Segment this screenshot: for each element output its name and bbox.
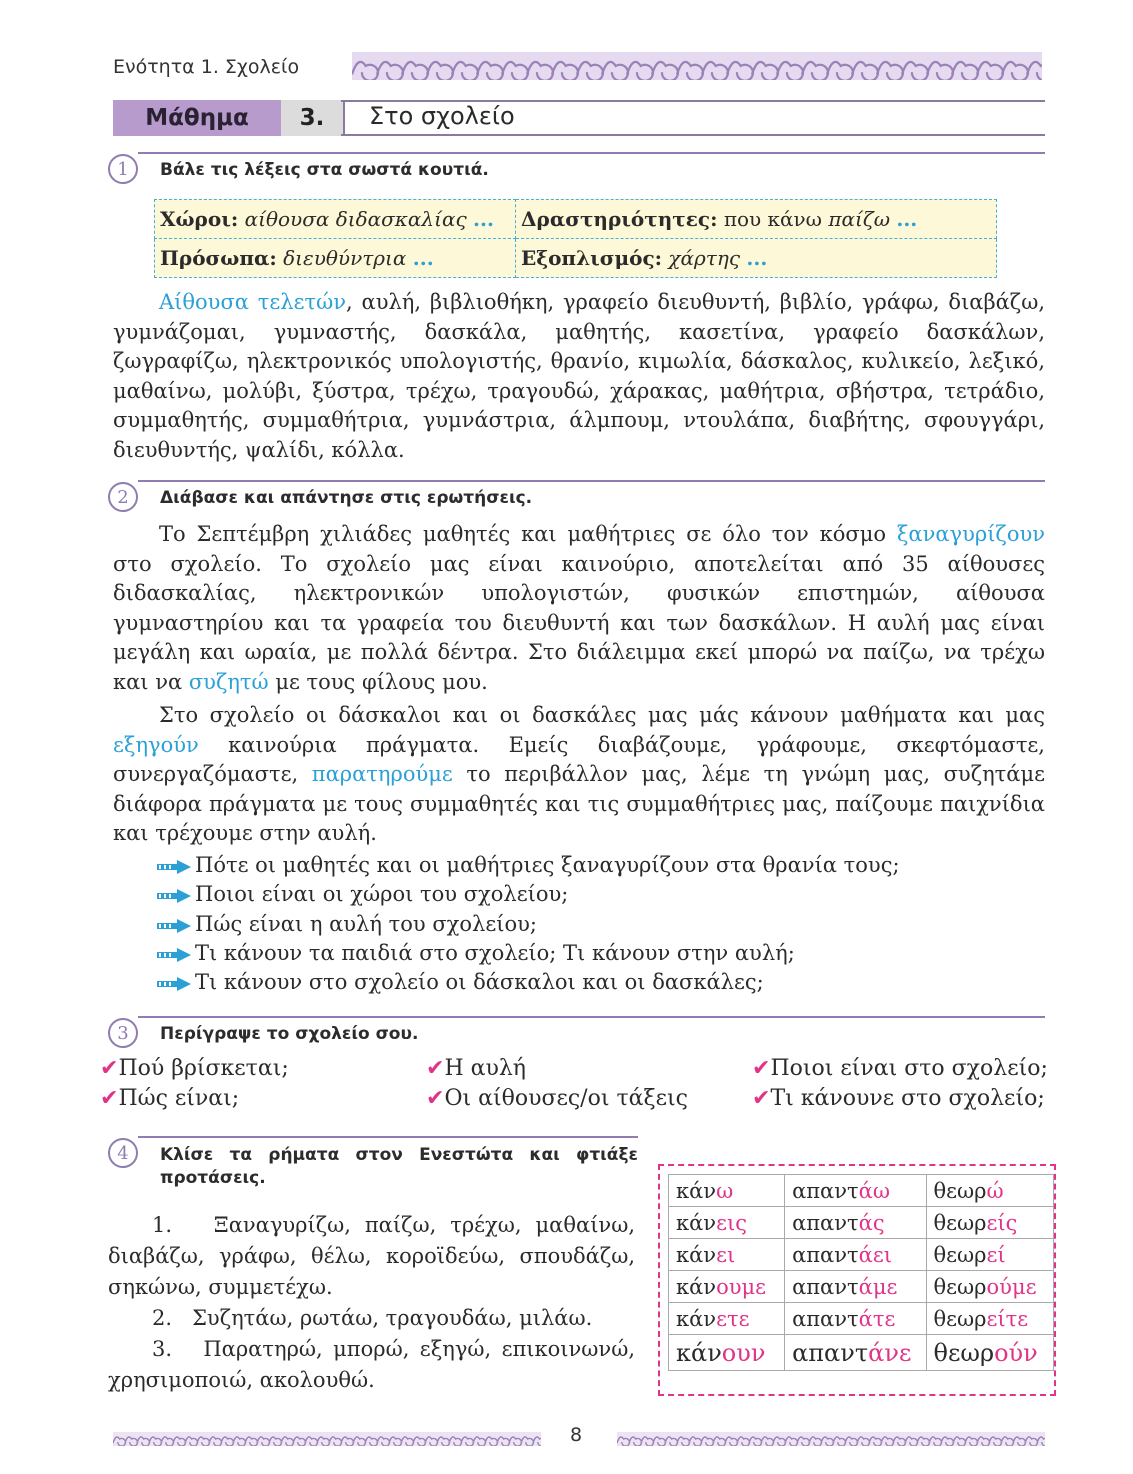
categories-table [154, 199, 997, 278]
category-label: Εξοπλισμός: [521, 246, 663, 270]
check-text: Η αυλή [444, 1056, 526, 1081]
verb-stem: απαντ [792, 1178, 859, 1203]
verb-ending: άω [858, 1178, 890, 1203]
exercise-item [108, 1334, 635, 1396]
verb-stem: κάν [676, 1178, 717, 1203]
lesson-number: 3. [299, 105, 325, 131]
question-5 [157, 968, 764, 997]
conjugation-cell [785, 1271, 926, 1303]
category-equipment [516, 239, 997, 278]
conjugation-cell [926, 1271, 1053, 1303]
category-dots: ... [473, 207, 494, 231]
highlighted-word: Αίθουσα τελετών [159, 290, 346, 314]
conjugation-cell [785, 1239, 926, 1271]
checkmark-icon: ✔ [100, 1086, 119, 1111]
word-list [113, 288, 1045, 465]
question-2 [157, 880, 568, 909]
category-example: που κάνω [723, 207, 822, 231]
conjugation-table [668, 1174, 1054, 1371]
conjugation-cell [926, 1335, 1053, 1371]
exercise-3-header [108, 1016, 1045, 1050]
question-text: Τι κάνουν τα παιδιά στο σχολείο; Τι κάνουν στην αυλή; [195, 941, 795, 965]
conjugation-row [669, 1239, 1054, 1271]
question-3 [157, 910, 537, 939]
exercise-rule [138, 480, 1045, 482]
verb-ending: είτε [986, 1306, 1029, 1331]
verb-ending: άς [858, 1210, 885, 1235]
unit-label: Ενότητα 1. Σχολείο [113, 56, 300, 78]
conjugation-cell [669, 1335, 785, 1371]
verb-ending: ώ [986, 1178, 1004, 1203]
exercise-2-header [108, 480, 1045, 514]
verb-stem: κάν [676, 1338, 722, 1367]
meander-ornament-top [352, 52, 1042, 80]
lesson-rule-bottom [341, 134, 1045, 136]
item-text: Παρατηρώ, μπορώ, εξηγώ, επικοινωνώ, χρησιμοποιώ, ακολουθώ. [108, 1337, 635, 1392]
conjugation-cell [669, 1207, 785, 1239]
conjugation-cell [669, 1303, 785, 1335]
conjugation-row [669, 1335, 1054, 1371]
item-number: 2. [152, 1306, 173, 1330]
verb-ending: είς [986, 1210, 1018, 1235]
page-number: 8 [570, 1424, 583, 1446]
arrow-icon [157, 977, 191, 991]
item-text: Ξαναγυρίζω, παίζω, τρέχω, μαθαίνω, διαβάζω, γράφω, θέλω, κοροϊδεύω, σπουδάζω, σηκώνω, συμμετέχω. [108, 1213, 635, 1299]
category-dots: ... [746, 246, 768, 270]
conjugation-row [669, 1303, 1054, 1335]
conjugation-row [669, 1175, 1054, 1207]
exercise-instruction: Διάβασε και απάντησε στις ερωτήσεις. [160, 488, 533, 508]
conjugation-row [669, 1271, 1054, 1303]
lesson-title: Στο σχολείο [369, 102, 515, 130]
exercise-item [108, 1210, 635, 1303]
verb-ending: άει [858, 1242, 892, 1267]
verb-stem: θεωρ [933, 1306, 987, 1331]
category-example: αίθουσα διδασκαλίας [244, 207, 467, 231]
question-text: Ποιοι είναι οι χώροι του σχολείου; [195, 882, 569, 906]
check-item [100, 1056, 289, 1081]
verb-ending: ουν [721, 1338, 766, 1367]
conjugation-box [658, 1164, 1056, 1396]
paragraph-text: Στο σχολείο οι δάσκαλοι και οι δασκάλες μας μάς κάνουν μαθήματα και μας [159, 703, 1045, 727]
arrow-icon [157, 919, 191, 933]
exercise-4-header [108, 1136, 638, 1188]
paragraph-text: καινούρια πράγματα. Εμείς διαβάζουμε, γράφουμε, σκεφτόμαστε, συνεργαζόμαστε, [113, 732, 1045, 786]
exercise-rule [138, 1016, 1045, 1018]
exercise-item [108, 1303, 635, 1334]
check-item [752, 1056, 1048, 1081]
meander-ornament-bottom-left [113, 1432, 541, 1446]
question-text: Τι κάνουν στο σχολείο οι δάσκαλοι και οι δασκάλες; [195, 970, 764, 994]
exercise-number: 3 [108, 1018, 138, 1048]
exercise-number: 1 [108, 154, 138, 184]
category-dots: ... [412, 246, 434, 270]
verb-stem: θεωρ [933, 1242, 987, 1267]
conjugation-cell [926, 1175, 1053, 1207]
category-example: χάρτης [668, 246, 741, 270]
verb-stem: απαντ [792, 1210, 859, 1235]
conjugation-row [669, 1207, 1054, 1239]
category-example: διευθύντρια [283, 246, 407, 270]
exercise-number: 2 [108, 482, 138, 512]
paragraph-text: το περιβάλλον μας, λέμε τη γνώμη μας, συζητάμε διάφορα πράγματα με τους συμμαθητές και τις συμμαθήτριες μας, παίζουμε παιχνίδια και τρέχουμε στην αυλή. [113, 762, 1045, 845]
highlighted-word: εξηγούν [113, 732, 199, 757]
conjugation-cell [669, 1239, 785, 1271]
checkmark-icon: ✔ [426, 1056, 445, 1081]
paragraph-text: με τους φίλους μου. [268, 669, 488, 694]
check-text: Τι κάνουνε στο σχολείο; [770, 1086, 1045, 1111]
check-text: Πώς είναι; [118, 1086, 240, 1111]
checkmark-icon: ✔ [426, 1086, 445, 1111]
check-text: Οι αίθουσες/οι τάξεις [444, 1086, 688, 1111]
exercise-instruction: Κλίσε τα ρήματα στον Ενεστώτα και φτιάξε προτάσεις. [160, 1145, 638, 1188]
verb-ending: ούν [994, 1338, 1038, 1367]
verb-stem: κάν [676, 1274, 717, 1299]
question-text: Πότε οι μαθητές και οι μαθήτριες ξαναγυρίζουν στα θρανία τους; [195, 853, 900, 877]
category-dots: ... [896, 207, 918, 231]
category-places [155, 200, 516, 239]
verb-stem: απαντ [792, 1274, 859, 1299]
reading-paragraph-2 [113, 701, 1045, 849]
conjugation-cell [785, 1335, 926, 1371]
category-persons [155, 239, 516, 278]
verb-ending: ούμε [986, 1274, 1037, 1299]
meander-ornament-bottom-right [617, 1432, 1045, 1446]
verb-stem: θεωρ [933, 1338, 995, 1367]
reading-paragraph-1 [113, 520, 1045, 697]
item-number: 1. [152, 1213, 173, 1237]
highlighted-word: παρατηρούμε [311, 762, 453, 786]
conjugation-cell [926, 1207, 1053, 1239]
conjugation-cell [785, 1207, 926, 1239]
exercise-number: 4 [108, 1138, 138, 1168]
category-label: Χώροι: [160, 207, 239, 231]
exercise-1-header [108, 152, 1045, 186]
checkmark-icon: ✔ [752, 1056, 771, 1081]
arrow-icon [157, 948, 191, 962]
paragraph-text: στο σχολείο. Το σχολείο μας είναι καινούριο, αποτελείται από 35 αίθουσες διδασκαλίας, ηλεκτρονικών υπολογιστών, φυσικών επιστημών, αίθουσα γυμναστηρίου και τα γραφεία του διευθυντή και των δασκάλων. Η αυλή μας είναι μεγάλη και ωραία, με πολλά δέντρα. Στο διάλειμμα εκεί μπορώ να παίζω, να τρέχω και να [113, 551, 1045, 694]
checkmark-icon: ✔ [100, 1056, 119, 1081]
verb-ending: εις [716, 1210, 747, 1235]
conjugation-cell [785, 1175, 926, 1207]
verb-stem: θεωρ [933, 1274, 987, 1299]
verb-stem: κάν [676, 1210, 717, 1235]
verb-ending: ω [716, 1178, 734, 1203]
category-activities [516, 200, 997, 239]
conjugation-cell [926, 1303, 1053, 1335]
check-item [100, 1086, 239, 1111]
question-4 [157, 939, 795, 968]
verb-ending: άνε [868, 1338, 912, 1367]
item-text: Συζητάω, ρωτάω, τραγουδάω, μιλάω. [192, 1306, 593, 1330]
highlighted-word: ξαναγυρίζουν [896, 522, 1045, 546]
question-text: Πώς είναι η αυλή του σχολείου; [195, 912, 537, 936]
conjugation-cell [669, 1175, 785, 1207]
verb-stem: απαντ [792, 1242, 859, 1267]
category-example: παίζω [828, 207, 890, 231]
exercise-rule [138, 152, 1045, 154]
item-number: 3. [152, 1337, 173, 1361]
verb-ending: ετε [716, 1306, 750, 1331]
lesson-bar [113, 100, 1045, 136]
category-label: Δραστηριότητες: [521, 207, 718, 231]
verb-ending: εί [986, 1242, 1006, 1267]
category-label: Πρόσωπα: [160, 246, 277, 270]
verb-stem: θεωρ [933, 1178, 987, 1203]
exercise-instruction: Βάλε τις λέξεις στα σωστά κουτιά. [160, 160, 489, 180]
check-item [426, 1086, 688, 1111]
check-item [426, 1056, 526, 1081]
checkmark-icon: ✔ [752, 1086, 771, 1111]
check-text: Πού βρίσκεται; [118, 1056, 289, 1081]
verb-stem: απαντ [792, 1338, 869, 1367]
paragraph-text: Το Σεπτέμβρη χιλιάδες μαθητές και μαθήτριες σε όλο τον κόσμο [159, 522, 897, 546]
verb-ending: άμε [858, 1274, 898, 1299]
exercise-4-items [108, 1210, 635, 1396]
lesson-label: Μάθημα [113, 100, 281, 136]
verb-stem: κάν [676, 1242, 717, 1267]
arrow-icon [157, 860, 191, 874]
word-list-text: , αυλή, βιβλιοθήκη, γραφείο διευθυντή, βιβλίο, γράφω, διαβάζω, γυμνάζομαι, γυμναστής, δασκάλα, μαθητής, κασετίνα, γραφείο δασκάλων, ζωγραφίζω, ηλεκτρονικός υπολογιστής, θρανίο, κιμωλία, δάσκαλος, κυλικείο, λεξικό, μαθαίνω, μολύβι, ξύστρα, τρέχω, τραγουδώ, χάρακας, μαθήτρια, σβήστρα, τετράδιο, συμμαθητής, συμμαθήτρια, γυμνάστρια, άλμπουμ, ντουλάπα, διαβήτης, σφουγγάρι, διευθυντής, ψαλίδι, κόλλα. [113, 290, 1045, 462]
verb-ending: ουμε [716, 1274, 767, 1299]
exercise-rule [138, 1136, 638, 1138]
verb-ending: ει [716, 1242, 736, 1267]
arrow-icon [157, 889, 191, 903]
conjugation-cell [669, 1271, 785, 1303]
verb-stem: κάν [676, 1306, 717, 1331]
verb-stem: απαντ [792, 1306, 859, 1331]
highlighted-word: συζητώ [188, 669, 269, 694]
question-1 [157, 851, 900, 880]
check-text: Ποιοι είναι στο σχολείο; [770, 1056, 1048, 1081]
conjugation-cell [926, 1239, 1053, 1271]
verb-ending: άτε [858, 1306, 896, 1331]
conjugation-cell [785, 1303, 926, 1335]
verb-stem: θεωρ [933, 1210, 987, 1235]
check-item [752, 1086, 1045, 1111]
exercise-instruction: Περίγραψε το σχολείο σου. [160, 1024, 419, 1044]
